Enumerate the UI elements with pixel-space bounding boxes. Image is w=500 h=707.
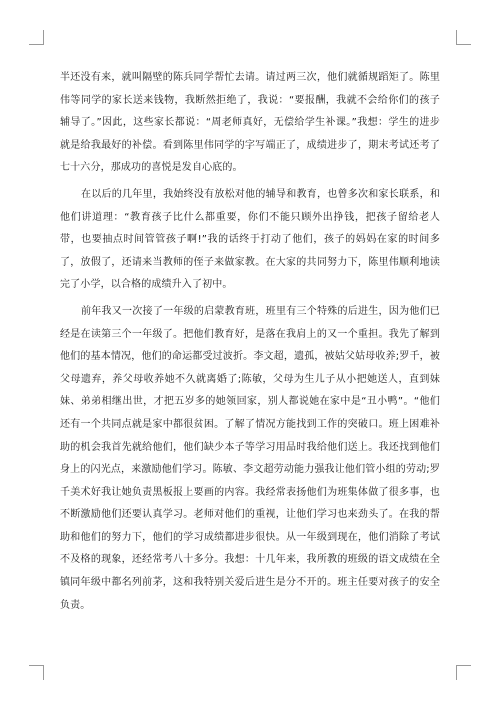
paragraph-2: 在以后的几年里，我始终没有放松对他的辅导和教育，也曾多次和家长联系，和他们讲道理：“教育孩子比什么都重要，你们不能只顾外出挣钱，把孩子留给老人带，也要抽点时间管管孩子啊!”我的话终于打动了他们，孩子的妈妈在家的时间多了，放假了，还请来当教师的侄子来做家教。在大家的共同努力下，陈里伟顺利地读完了小学，以合格的成绩升入了初中。 bbox=[60, 188, 440, 291]
paragraph-3: 前年我又一次接了一年级的启蒙教育班，班里有三个特殊的后进生，因为他们已经是在读第三个一年级了。把他们教育好，是落在我肩上的又一个重担。我先了解到他们的基本情况，他们的命运都受过波折。李文超，遗孤，被姑父姑母收养;罗千，被父母遗弃，养父母收养她不久就离婚了;陈敏，父母为生儿子从小把她送人，直到妹妹、弟弟相继出世，才把五岁多的她领回家，别人都说她在家中是“丑小鸭”。“他们还有一个共同点就是家中都很贫困。了解了情况方能找到工作的突破口。班上困难补助的机会我首先就给他们，他们缺少本子等学习用品时我给他们送上。我还找到他们身上的闪光点，来激励他们学习。陈敏、李文超劳动能力强我让他们管小组的劳动;罗千美术好我让她负责黑板报上要画的内容。我经常表扬他们为班集体做了很多事，也不断激励他们还要认真学习。老师对他们的重视，让他们学习也来劲头了。在我的帮助和他们的努力下，他们的学习成绩都进步很快。从一年级到现在，他们消除了考试不及格的现象，还经常考八十多分。我想：十几年来，我所教的班级的语文成绩在全镇同年级中都名列前茅，这和我特别关爱后进生是分不开的。班主任要对孩子的安全负责。 bbox=[60, 305, 440, 611]
crop-mark-bottom-left bbox=[29, 665, 44, 680]
paragraph-1: 半还没有来，就叫隔壁的陈兵同学帮忙去请。请过两三次，他们就循规蹈矩了。陈里伟等同学的家长送来钱物，我断然拒绝了，我说：“要报酬，我就不会给你们的孩子辅导了。”因此，这些家长都说：“周老师真好，无偿给学生补课。”我想：学生的进步就是给我最好的补偿。看到陈里伟同学的字写端正了，成绩进步了，期末考试还考了七十六分，那成功的喜悦是发自心底的。 bbox=[60, 72, 440, 174]
document-page bbox=[60, 67, 440, 621]
crop-mark-bottom-right bbox=[456, 665, 471, 680]
crop-mark-top-left bbox=[29, 30, 44, 45]
crop-mark-top-right bbox=[456, 30, 471, 45]
